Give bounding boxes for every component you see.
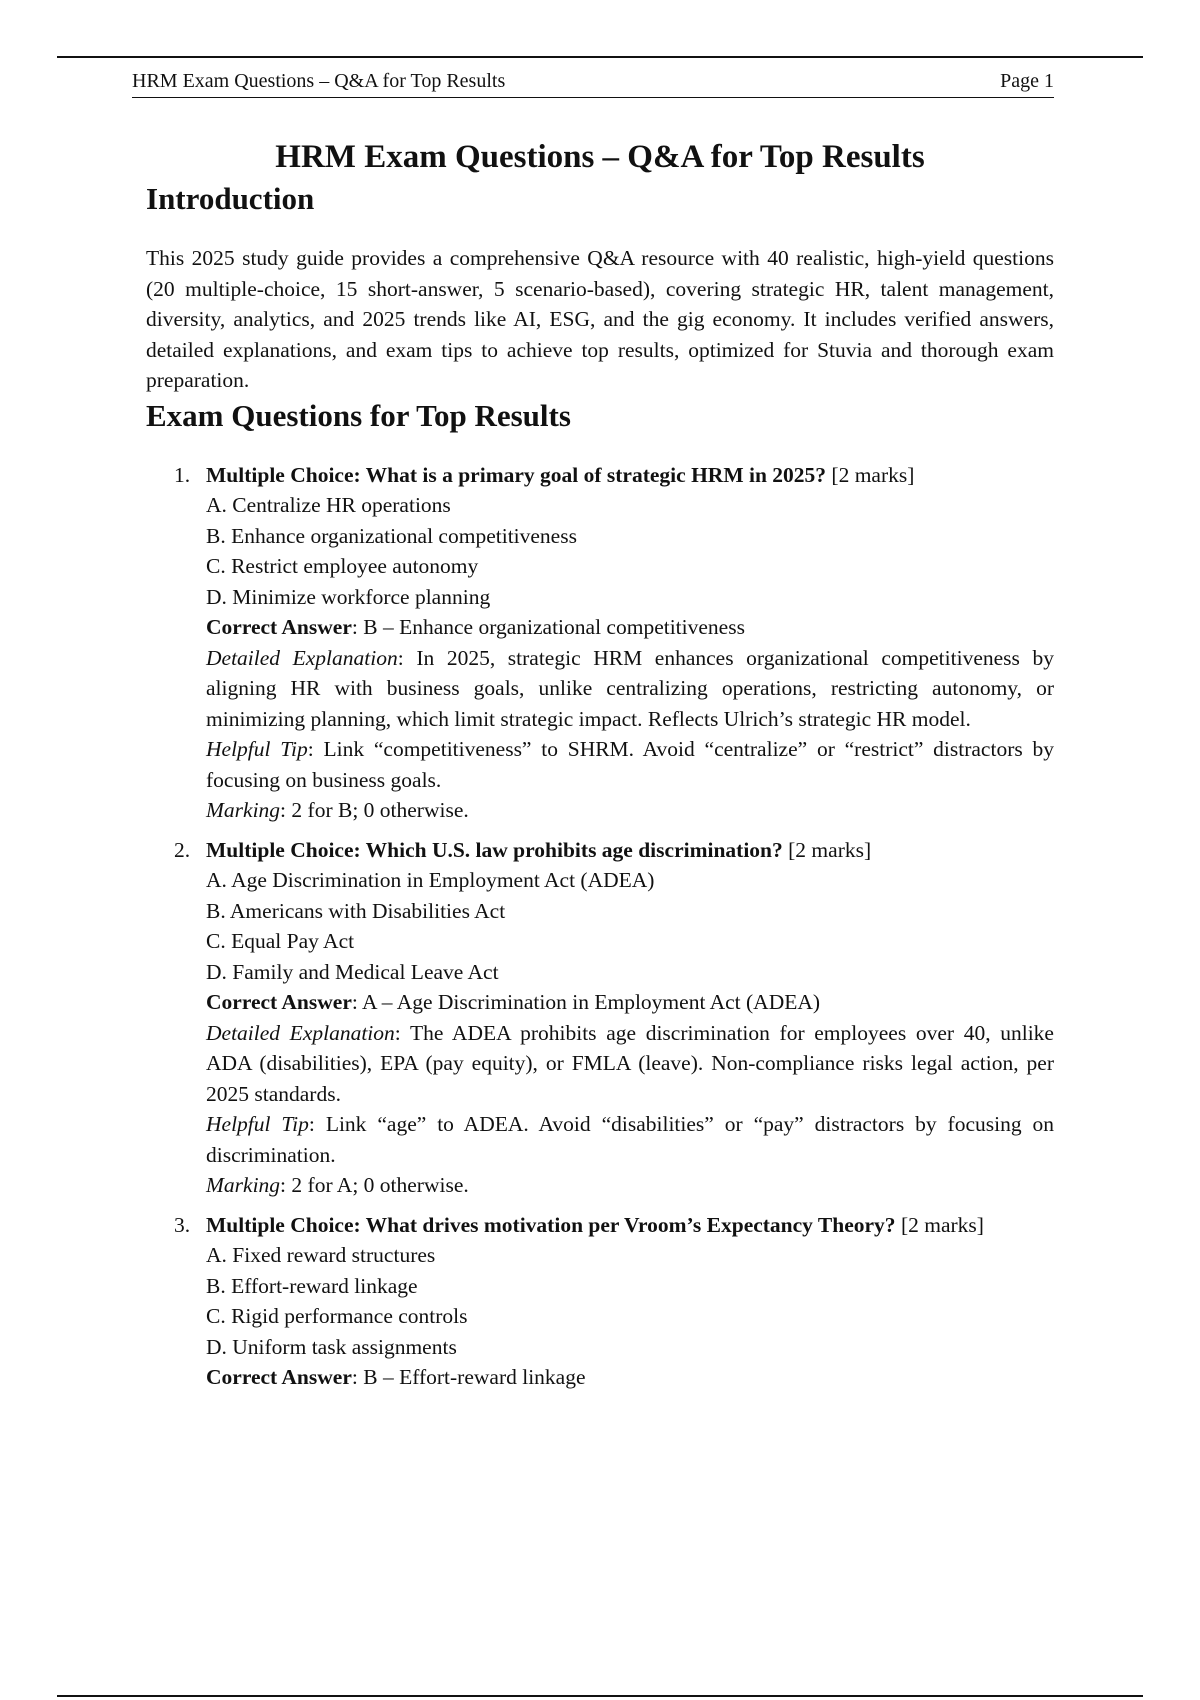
marking-text: 2 for B; 0 otherwise. <box>291 798 469 823</box>
option-c: C. Equal Pay Act <box>206 929 355 954</box>
correct-answer: Correct Answer: B – Enhance organizational competitiveness <box>206 615 745 640</box>
explanation-text: In 2025, strategic HRM enhances organizational competitiveness by aligning HR with business goals, unlike centralizing operations, restricting autonomy, or minimizing planning, which limit strategic impact. Reflects Ulrich’s strategic HR model. <box>206 645 1054 731</box>
explanation: Detailed Explanation: In 2025, strategic HRM enhances organizational competitiveness by aligning HR with business goals, unlike centralizing operations, restricting autonomy, or minimizing planning, which limit strategic impact. Reflects Ulrich’s strategic HR model. <box>206 645 1054 731</box>
question-marks: [2 marks] <box>788 837 872 862</box>
option-a: A. Age Discrimination in Employment Act (ADEA) <box>206 868 655 893</box>
question-stem-line <box>206 835 1054 866</box>
option-b: B. Effort-reward linkage <box>206 1273 418 1298</box>
correct-answer: Correct Answer: B – Effort-reward linkage <box>206 1365 586 1390</box>
marking: Marking: 2 for B; 0 otherwise. <box>206 798 469 823</box>
exam-heading: Exam Questions for Top Results <box>146 397 571 433</box>
question-number: 2. <box>174 837 191 862</box>
correct-answer-value: B – Enhance organizational competitiveness <box>363 615 745 640</box>
page-number: Page 1 <box>1000 70 1054 92</box>
question-stem-line <box>206 460 1054 491</box>
correct-answer-label: Correct Answer <box>206 615 352 640</box>
question-number: 1. <box>174 462 191 487</box>
question-marks: [2 marks] <box>900 1212 984 1237</box>
tip-label: Helpful Tip <box>206 1112 309 1137</box>
option-a: A. Centralize HR operations <box>206 493 451 518</box>
marking-text: 2 for A; 0 otherwise. <box>291 1173 469 1198</box>
marking-label: Marking <box>206 798 281 823</box>
explanation-label: Detailed Explanation <box>206 1020 395 1045</box>
option-c: C. Restrict employee autonomy <box>206 554 479 579</box>
tip-label: Helpful Tip <box>206 737 308 762</box>
helpful-tip: Helpful Tip: Link “age” to ADEA. Avoid “disabilities” or “pay” distractors by focusing on discrimination. <box>206 1112 1055 1167</box>
question-marks: [2 marks] <box>831 462 915 487</box>
introduction-text: This 2025 study guide provides a comprehensive Q&A resource with 40 realistic, high-yield questions (20 multiple-choice, 15 short-answer, 5 scenario-based), covering strategic HR, talent management, diversity, analytics, and 2025 trends like AI, ESG, and the gig economy. It includes verified answers, detailed explanations, and exam tips to achieve top results, optimized for Stuvia and thorough exam preparation. <box>146 246 1054 393</box>
tip-text: Link “competitiveness” to SHRM. Avoid “centralize” or “restrict” distractors by focusing on business goals. <box>206 737 1054 792</box>
explanation-text: The ADEA prohibits age discrimination for employees over 40, unlike ADA (disabilities), EPA (pay equity), or FMLA (leave). Non-compliance risks legal action, per 2025 standards. <box>206 1020 1054 1106</box>
question-1 <box>146 460 1054 826</box>
introduction-heading: Introduction <box>146 181 315 216</box>
option-d: D. Uniform task assignments <box>206 1334 457 1359</box>
correct-answer-label: Correct Answer <box>206 1365 352 1390</box>
document-title: HRM Exam Questions – Q&A for Top Results <box>275 139 925 175</box>
question-2 <box>146 835 1054 1201</box>
explanation-label: Detailed Explanation <box>206 645 398 670</box>
correct-answer-label: Correct Answer <box>206 990 352 1015</box>
marking-label: Marking <box>206 1173 281 1198</box>
question-number: 3. <box>174 1212 191 1237</box>
tip-text: Link “age” to ADEA. Avoid “disabilities” or “pay” distractors by focusing on discrimination. <box>206 1112 1055 1167</box>
option-d: D. Family and Medical Leave Act <box>206 959 499 984</box>
question-stem-line <box>206 1210 1054 1241</box>
helpful-tip: Helpful Tip: Link “competitiveness” to SHRM. Avoid “centralize” or “restrict” distractors by focusing on business goals. <box>206 737 1054 792</box>
question-stem: Multiple Choice: Which U.S. law prohibits age discrimination? <box>206 837 783 862</box>
running-header <box>132 70 1054 98</box>
option-d: D. Minimize workforce planning <box>206 584 491 609</box>
option-b: B. Americans with Disabilities Act <box>206 898 506 923</box>
question-list <box>146 460 1054 1393</box>
correct-answer-value: B – Effort-reward linkage <box>363 1365 586 1390</box>
question-3 <box>146 1210 1054 1393</box>
page-content <box>146 130 1054 1402</box>
bottom-rule <box>57 1695 1143 1697</box>
explanation: Detailed Explanation: The ADEA prohibits age discrimination for employees over 40, unlike ADA (disabilities), EPA (pay equity), or FMLA (leave). Non-compliance risks legal action, per 2025 standards. <box>206 1020 1054 1106</box>
question-stem: Multiple Choice: What is a primary goal of strategic HRM in 2025? <box>206 462 827 487</box>
option-b: B. Enhance organizational competitiveness <box>206 523 577 548</box>
marking: Marking: 2 for A; 0 otherwise. <box>206 1173 469 1198</box>
option-c: C. Rigid performance controls <box>206 1304 468 1329</box>
option-a: A. Fixed reward structures <box>206 1243 436 1268</box>
correct-answer-value: A – Age Discrimination in Employment Act (ADEA) <box>362 990 821 1015</box>
running-header-title: HRM Exam Questions – Q&A for Top Results <box>132 70 506 92</box>
correct-answer: Correct Answer: A – Age Discrimination in Employment Act (ADEA) <box>206 990 821 1015</box>
top-rule <box>57 56 1143 58</box>
question-stem: Multiple Choice: What drives motivation per Vroom’s Expectancy Theory? <box>206 1212 896 1237</box>
